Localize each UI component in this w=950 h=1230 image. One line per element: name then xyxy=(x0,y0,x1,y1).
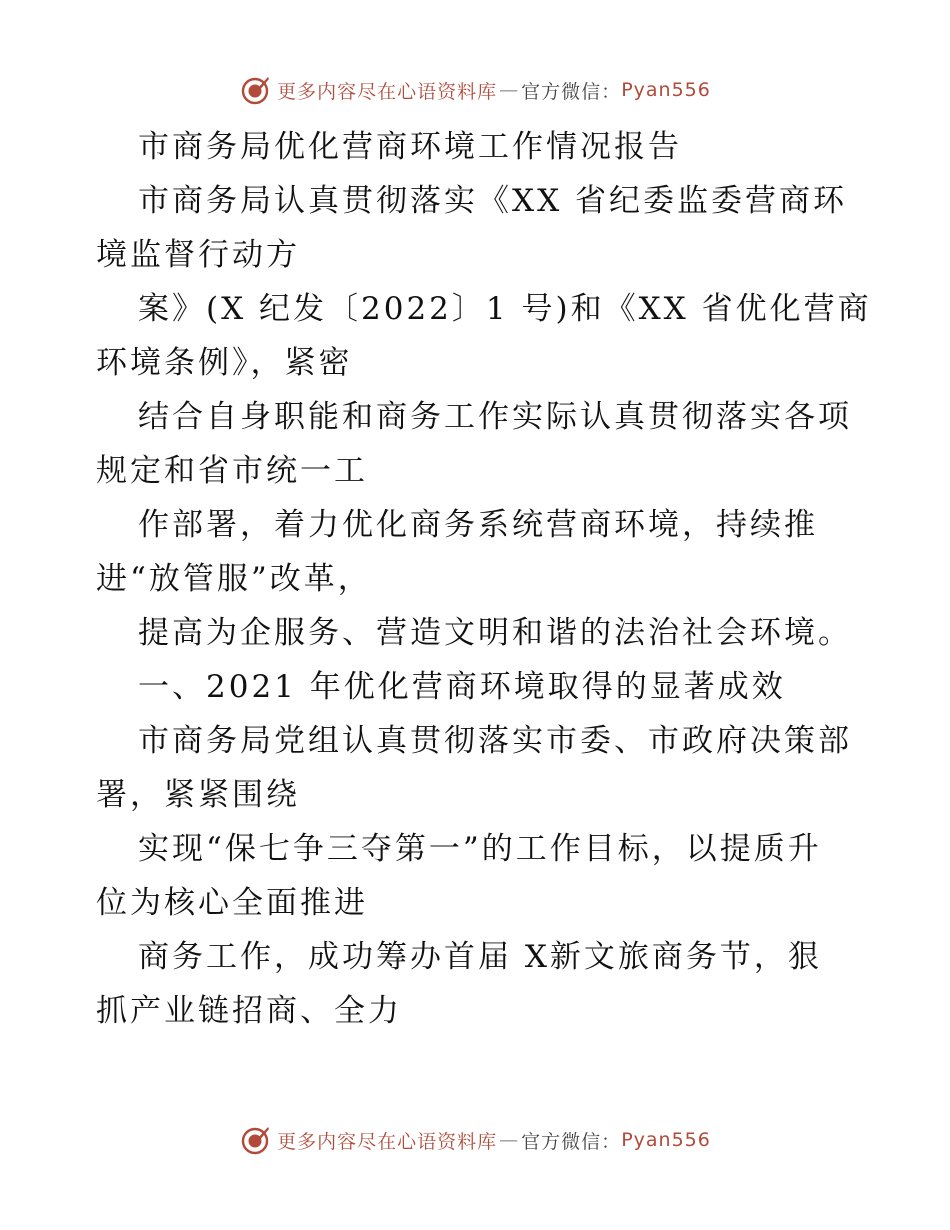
text-line: 署，紧紧围绕 xyxy=(96,777,300,813)
document-body xyxy=(96,120,876,1038)
watermark-footer xyxy=(0,1120,950,1160)
text-line: 提高为企服务、营造文明和谐的法治社会环境。 xyxy=(138,615,852,651)
watermark-wechat-label: 官方微信： xyxy=(521,80,622,103)
document-title: 市商务局优化营商环境工作情况报告 xyxy=(138,129,682,165)
text-line: 实现“保七争三夺第一”的工作目标，以提质升 xyxy=(138,831,822,867)
watermark-account: Pyan556 xyxy=(621,1129,711,1151)
watermark-separator: — xyxy=(499,79,520,101)
section-heading: 一、2021 年优化营商环境取得的显著成效 xyxy=(138,669,786,705)
text-line: 商务工作，成功筹办首届 X新文旅商务节，狠 xyxy=(138,939,822,975)
text-line: 规定和省市统一工 xyxy=(96,453,368,489)
text-line: 市商务局党组认真贯彻落实市委、市政府决策部 xyxy=(138,723,852,759)
text-line: 市商务局认真贯彻落实《XX 省纪委监委营商环 xyxy=(138,183,847,219)
watermark-text: 更多内容尽在心语资料库 xyxy=(277,1130,498,1153)
text-line: 作部署，着力优化商务系统营商环境，持续推 xyxy=(138,507,818,543)
watermark-wechat-label: 官方微信： xyxy=(521,1130,622,1153)
watermark-account: Pyan556 xyxy=(621,79,711,101)
text-line: 抓产业链招商、全力 xyxy=(96,993,402,1029)
text-line: 结合自身职能和商务工作实际认真贯彻落实各项 xyxy=(138,399,852,435)
watermark-header xyxy=(0,70,950,110)
text-line: 位为核心全面推进 xyxy=(96,885,368,921)
text-line: 境监督行动方 xyxy=(96,237,300,273)
text-line: 环境条例》，紧密 xyxy=(96,345,353,381)
watermark-separator: — xyxy=(499,1129,520,1151)
text-line: 进“放管服”改革， xyxy=(96,561,372,597)
quill-seal-icon xyxy=(239,1124,271,1156)
quill-seal-icon xyxy=(239,74,271,106)
watermark-text: 更多内容尽在心语资料库 xyxy=(277,80,498,103)
text-line: 案》(X 纪发〔2022〕1 号)和《XX 省优化营商 xyxy=(138,291,872,327)
